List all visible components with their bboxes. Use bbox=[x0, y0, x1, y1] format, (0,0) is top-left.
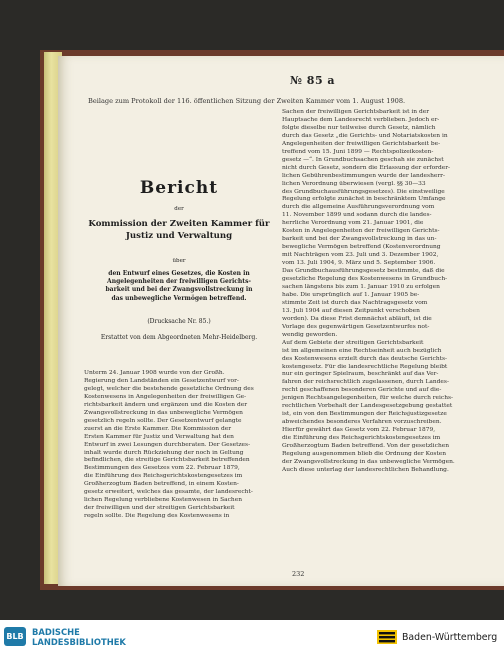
text-line: mit Nachträgen vom 23. Juli und 3. Dezember 1902, bbox=[282, 252, 439, 259]
text-line: Kosten in Angelegenheiten der freiwilligen Gerichts- bbox=[282, 228, 440, 235]
text-line: durch die allgemeine Ausführungsverordnung vom bbox=[282, 204, 435, 211]
text-line: zuerst an die Erste Kammer. Die Kommission der bbox=[84, 425, 232, 432]
text-line: Unterm 24. Januar 1908 wurde von der Großh. bbox=[84, 370, 225, 376]
text-line: kostengesetz. Für die landesrechtliche Regelung bleibt bbox=[282, 363, 448, 370]
desc-line: Angelegenheiten der freiwilligen Gerichts- bbox=[107, 278, 251, 286]
blb-line-1: BADISCHE bbox=[32, 627, 80, 637]
text-line: Das Grundbuchausführungsgesetz bestimmte, daß die bbox=[282, 268, 445, 275]
page-label: № 85 a bbox=[290, 74, 336, 87]
text-line: durch das Gesetz „die Gerichts- und Notariatskosten in bbox=[282, 132, 448, 139]
text-line: richtsbarkeit ändern und ergänzen und die Kosten der bbox=[84, 401, 248, 408]
text-line: recht geschaffenen besonderen Gerichte und auf die- bbox=[282, 387, 442, 394]
text-line: gelegt, welcher die bestehende gesetzliche Ordnung des bbox=[84, 385, 254, 392]
bw-coat-of-arms-icon bbox=[376, 629, 398, 645]
text-line: gesetz erweitert, welches das gesamte, der landesrecht- bbox=[84, 489, 253, 496]
text-line: Bestimmungen des Gesetzes vom 22. Februar 1879, bbox=[84, 465, 240, 472]
text-line: abweichendes besonderes Verfahren vorzuschreiben. bbox=[282, 419, 442, 426]
bill-description bbox=[84, 270, 274, 303]
drucksache-ref: (Drucksache Nr. 85.) bbox=[147, 318, 211, 325]
text-line: habe. Die ursprünglich auf 1. Januar 1905 be- bbox=[282, 291, 420, 298]
text-line: Sachen der freiwilligen Gerichtsbarkeit ist in der bbox=[282, 109, 430, 115]
blb-logo: BLB bbox=[4, 627, 26, 646]
text-line: lichen Gebührenbestimmungen wurde der landesherr- bbox=[282, 172, 445, 179]
text-line: Regierung den Landständen ein Gesetzentwurf vor- bbox=[84, 377, 239, 384]
running-title: Beilage zum Protokoll der 116. öffentlichen Sitzung der Zweiten Kammer vom 1. August 1908. bbox=[88, 97, 406, 105]
text-line: inhalt wurde durch Rückziehung der noch in Geltung bbox=[84, 449, 244, 456]
text-line: lichen Verordnung überwiesen (vergl. §§ 30—33 bbox=[282, 180, 426, 187]
commission-line-2: Justiz und Verwaltung bbox=[125, 231, 233, 241]
text-line: Hauptsache dem Landesrecht verblieben. Jedoch er- bbox=[282, 116, 440, 123]
text-line: regeln sollte. Die Regelung des Kostenwesens in bbox=[84, 513, 230, 520]
blb-line-2: LANDESBIBLIOTHEK bbox=[32, 637, 126, 647]
text-line: ist, ein von den Bestimmungen der Reichsjustizgesetze bbox=[282, 411, 447, 418]
text-line: Ersten Kammer für Justiz und Verwaltung hat den bbox=[84, 433, 234, 440]
text-line: 11. November 1899 und sodann durch die landes- bbox=[282, 212, 432, 219]
text-line: herrliche Verordnung vom 21. Januar 1901, die bbox=[282, 220, 424, 227]
document-page bbox=[58, 56, 504, 586]
text-line: Regelung erfolgte zunächst in beschränktem Umfange bbox=[282, 196, 446, 203]
text-line: rechtlichen Vorbehalt der Landesgesetzgebung gestattet bbox=[282, 403, 453, 410]
text-line: 13. Juli 1904 auf diesen Zeitpunkt verschoben bbox=[282, 307, 420, 314]
desc-line: das unbewegliche Vermögen betreffend. bbox=[111, 294, 247, 302]
text-line: nicht durch Gesetz, sondern die Erlassung der erforder- bbox=[282, 164, 451, 171]
text-line: jenigen Rechtsangelegenheiten, für welche durch reichs- bbox=[282, 395, 454, 402]
text-line: bewegliche Vermögen betreffend (Kostenverordnung bbox=[282, 244, 441, 251]
bw-name: Baden-Württemberg bbox=[402, 632, 498, 643]
text-line: Auch diese unterlag der landesrechtlichen Behandlung. bbox=[282, 466, 449, 473]
text-line: Auf dem Gebiete der streitigen Gerichtsbarkeit bbox=[282, 339, 424, 346]
text-line: lichen Regelung verbliebene Kostenwesen in Sachen bbox=[84, 497, 243, 504]
text-line: Zwangsvollstreckung in das unbewegliche Vermögen bbox=[84, 409, 243, 416]
text-line: treffend vom 15. Juni 1899 — Rechtspolizeikosten- bbox=[282, 148, 434, 155]
desc-line: den Entwurf eines Gesetzes, die Kosten in bbox=[108, 270, 250, 277]
text-line: befindlichen, die streitige Gerichtsbarkeit betreffenden bbox=[84, 457, 250, 464]
blb-name bbox=[32, 627, 126, 647]
text-line: Vorlage des gegenwärtigen Gesetzentwurfes not- bbox=[282, 323, 430, 330]
text-line: gesetzlich regeln sollte. Der Gesetzentwurf gelangte bbox=[84, 417, 242, 424]
footer-page-number: 232 bbox=[292, 570, 305, 578]
text-line: der Zwangsvollstreckung in das unbewegliche Vermögen. bbox=[282, 458, 455, 465]
text-line: nur ein geringer Spielraum, beschränkt auf das Ver- bbox=[282, 371, 439, 378]
right-column-text bbox=[282, 109, 488, 475]
text-line: ist im allgemeinen eine Rechtseinheit auch bezüglich bbox=[282, 347, 442, 354]
text-line: wendig geworden. bbox=[282, 331, 338, 338]
rapporteur-line: Erstattet von dem Abgeordneten Mehr-Heidelberg. bbox=[100, 334, 258, 341]
title-ueber: über bbox=[172, 258, 186, 264]
commission-line-1: Kommission der Zweiten Kammer für bbox=[88, 219, 270, 229]
text-line: sachen längstens bis zum 1. Januar 1910 zu erfolgen bbox=[282, 283, 440, 290]
title-der: der bbox=[174, 206, 184, 212]
text-line: Entwurf in zwei Lesungen durchberaten. Der Gesetzes- bbox=[84, 441, 251, 448]
text-line: Großherzogtum Baden betreffend. Von der gesetzlichen bbox=[282, 443, 450, 450]
text-line: Kostenwesens in Angelegenheiten der freiwilligen Ge- bbox=[84, 393, 247, 400]
text-line: des Kostenwesens erzielt durch das deutsche Gerichts- bbox=[282, 355, 448, 362]
text-line: worden). Da diese Frist demnächst abläuft, ist die bbox=[282, 315, 432, 322]
text-line: stimmte Zeit ist durch das Nachtragsgesetz vom bbox=[282, 299, 428, 306]
text-line: folgte dieselbe nur teilweise durch Gesetz, nämlich bbox=[282, 124, 436, 131]
text-line: Großherzogtum Baden betreffend, in einem Kosten- bbox=[84, 481, 239, 488]
text-line: gesetzliche Regelung des Kostenwesens in Grundbuch- bbox=[282, 276, 448, 283]
text-line: die Einführung des Reichsgerichtskostengesetzes im bbox=[84, 473, 243, 480]
text-line: vom 13. Juli 1904, 9. März und 5. September 1906. bbox=[282, 260, 436, 267]
text-line: Hierfür gewährt das Gesetz vom 22. Februar 1879, bbox=[282, 427, 436, 434]
text-line: Regelung ausgenommen blieb die Ordnung der Kosten bbox=[282, 450, 447, 457]
commission-title bbox=[84, 218, 274, 242]
desc-line: barkeit und bei der Zwangsvollstreckung in bbox=[105, 286, 253, 294]
text-line: Angelegenheiten der freiwilligen Gerichtsbarkeit be- bbox=[282, 140, 441, 147]
text-line: fahren der reichsrechtlich zugelassenen, durch Landes- bbox=[282, 379, 449, 386]
text-line: des Grundbuchausführungsgesetzes). Die einstweilige bbox=[282, 188, 445, 195]
text-line: barkeit und bei der Zwangsvollstreckung in das un- bbox=[282, 236, 437, 243]
report-title: Bericht bbox=[139, 178, 219, 198]
text-line: der freiwilligen und der streitigen Gerichtsbarkeit bbox=[84, 505, 235, 512]
text-line: die Einführung des Reichsgerichtskostengesetzes im bbox=[282, 435, 441, 442]
text-line: gesetz —“. In Grundbuchsachen geschah sie zunächst bbox=[282, 156, 444, 163]
left-column-text bbox=[84, 370, 274, 521]
